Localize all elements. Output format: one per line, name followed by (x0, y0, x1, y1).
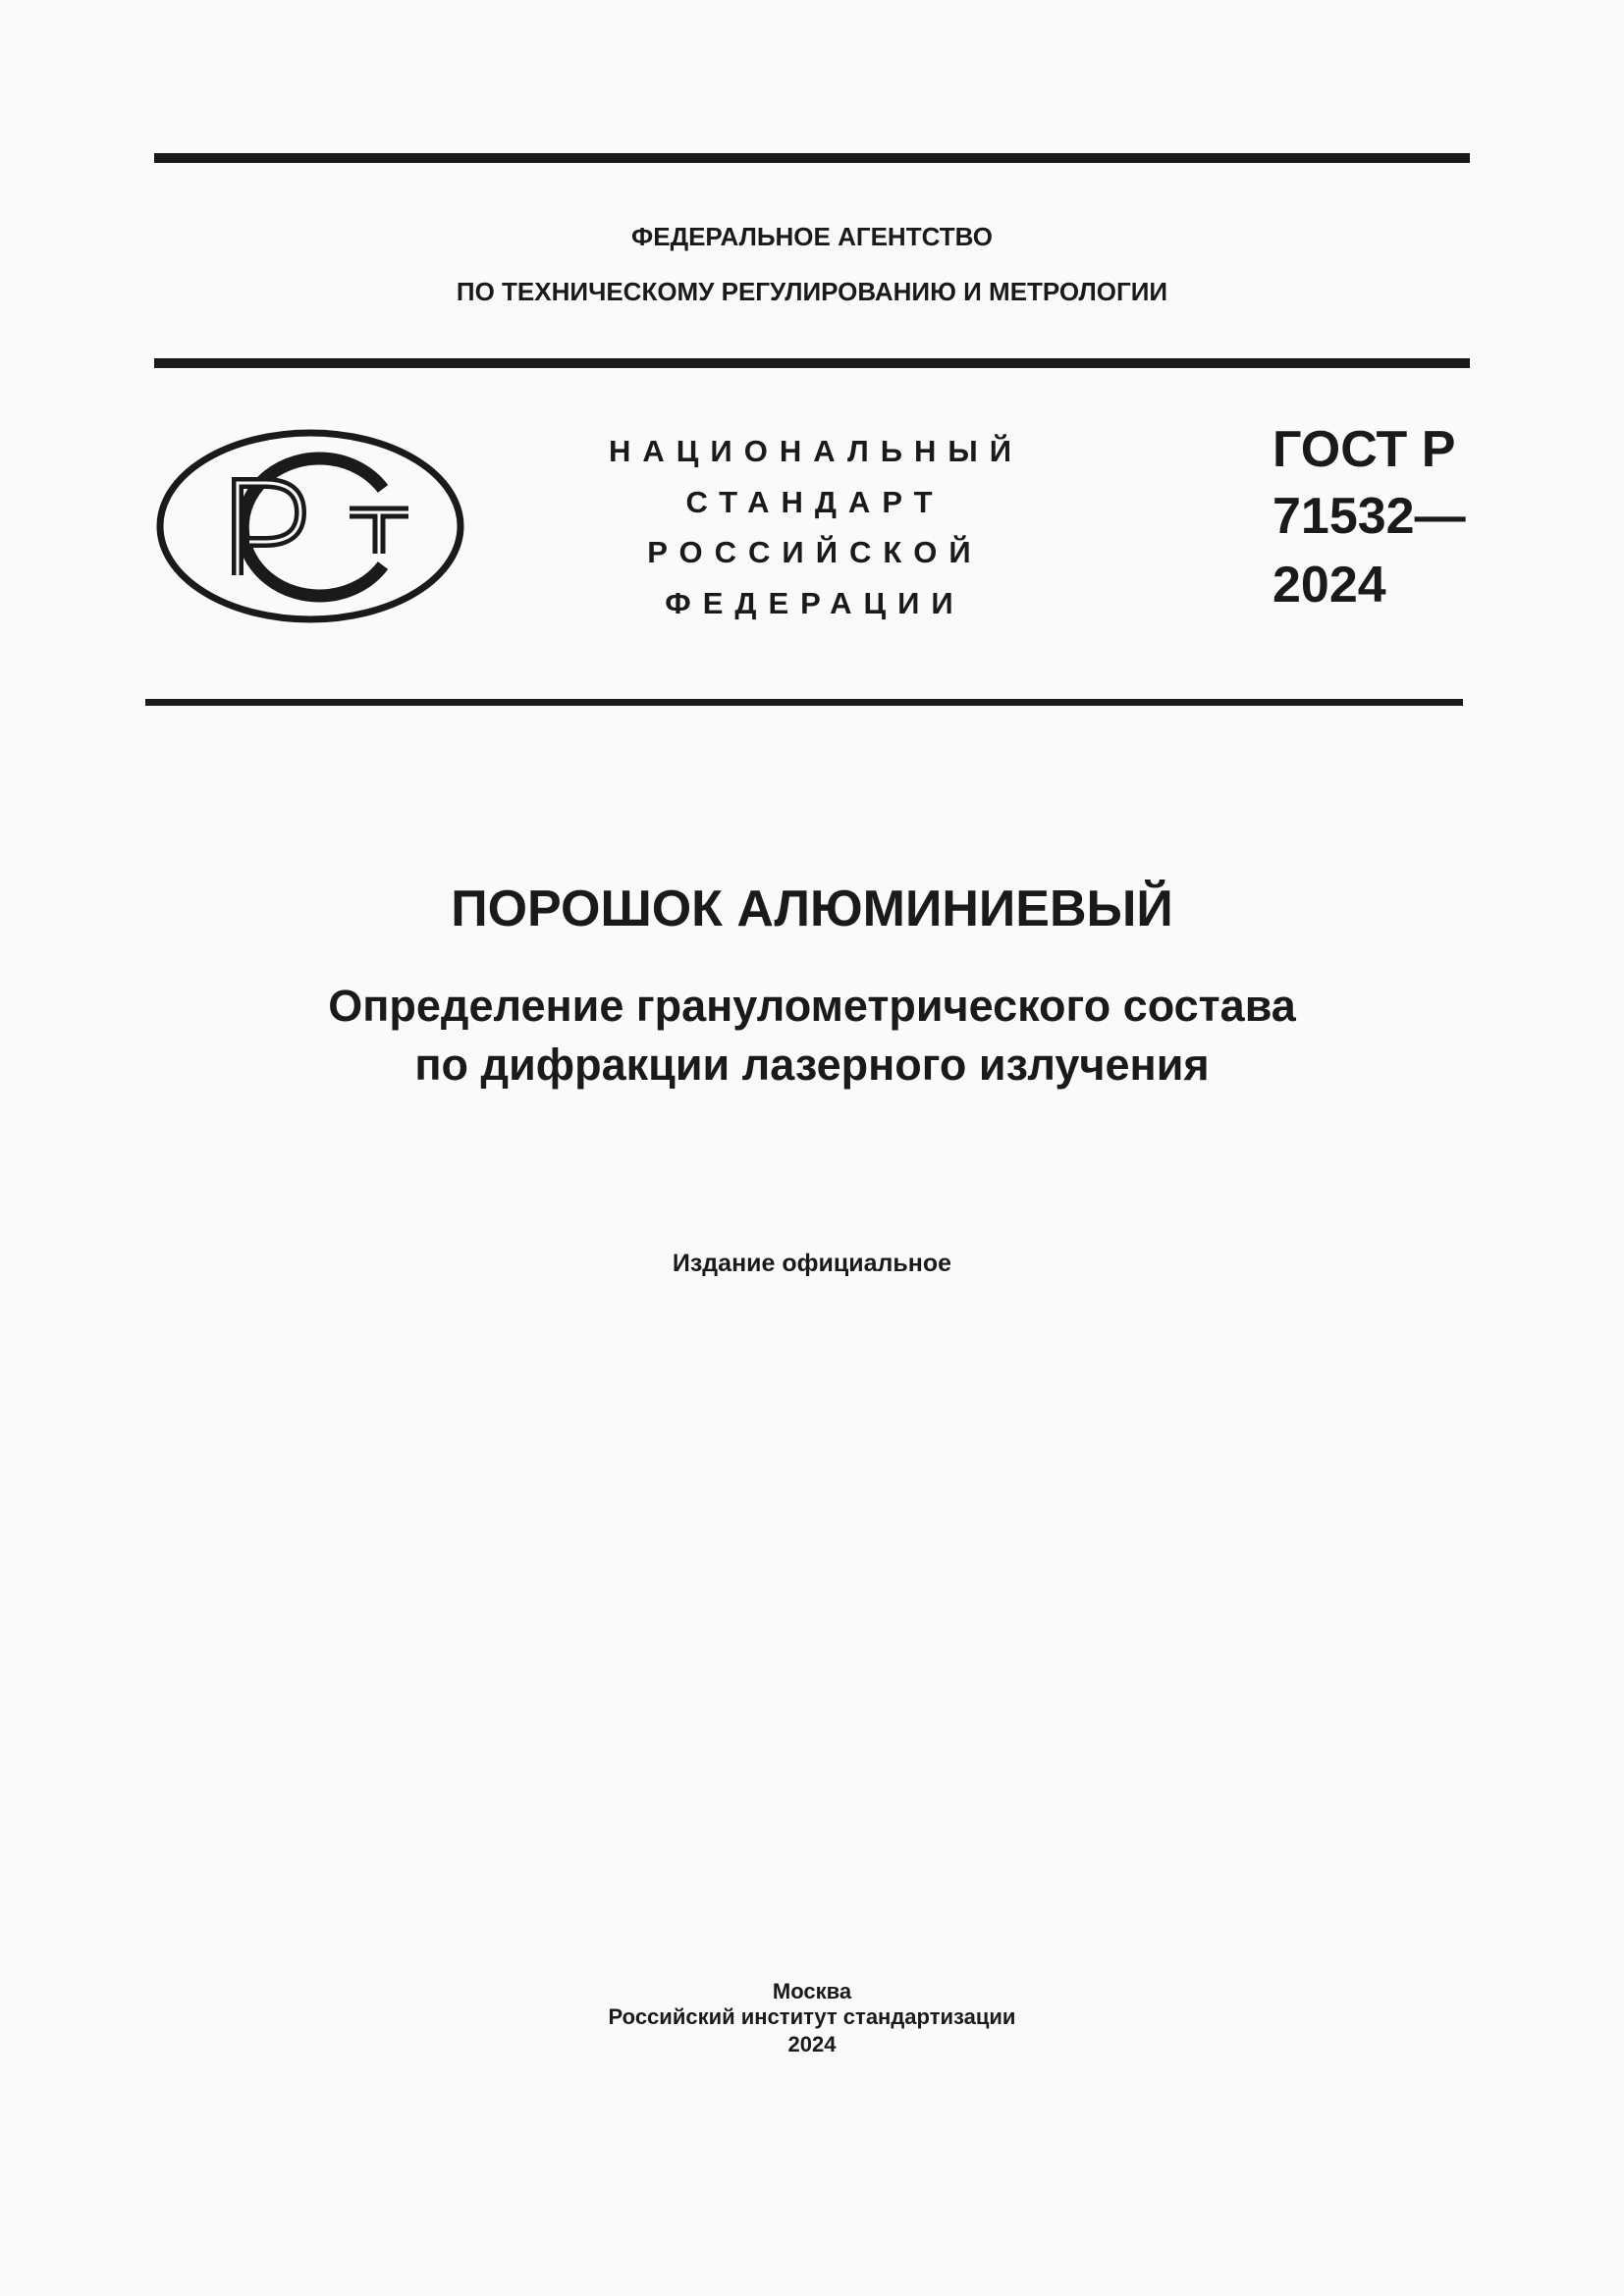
national-label-line2: СТАНДАРТ (685, 485, 945, 519)
edition-label: Издание официальное (672, 1250, 952, 1277)
top-rule (154, 153, 1470, 163)
document-title: ПОРОШОК АЛЮМИНИЕВЫЙ (451, 881, 1173, 937)
document-subtitle-line2: по дифракции лазерного излучения (414, 1040, 1210, 1090)
header-bottom-rule (154, 358, 1470, 368)
standard-designation-year: 2024 (1272, 557, 1386, 614)
national-label-line1: НАЦИОНАЛЬНЫЙ (609, 434, 1024, 468)
rst-emblem-logo (155, 428, 465, 624)
national-label-line4: ФЕДЕРАЦИИ (665, 586, 965, 620)
standard-designation-line2: 71532— (1272, 488, 1466, 545)
agency-name-line2: ПО ТЕХНИЧЕСКОМУ РЕГУЛИРОВАНИЮ И МЕТРОЛОГИИ (456, 277, 1168, 306)
national-label-line3: РОССИЙСКОЙ (647, 535, 983, 569)
imprint-year: 2024 (787, 2032, 837, 2056)
imprint-city: Москва (772, 1979, 852, 2003)
imprint-publisher: Российский институт стандартизации (608, 2004, 1016, 2029)
agency-name-line1: ФЕДЕРАЛЬНОЕ АГЕНТСТВО (631, 222, 993, 251)
standard-designation-line1: ГОСТ Р (1272, 421, 1456, 478)
document-subtitle-line1: Определение гранулометрического состава (328, 981, 1296, 1031)
standard-bottom-rule (145, 699, 1463, 706)
